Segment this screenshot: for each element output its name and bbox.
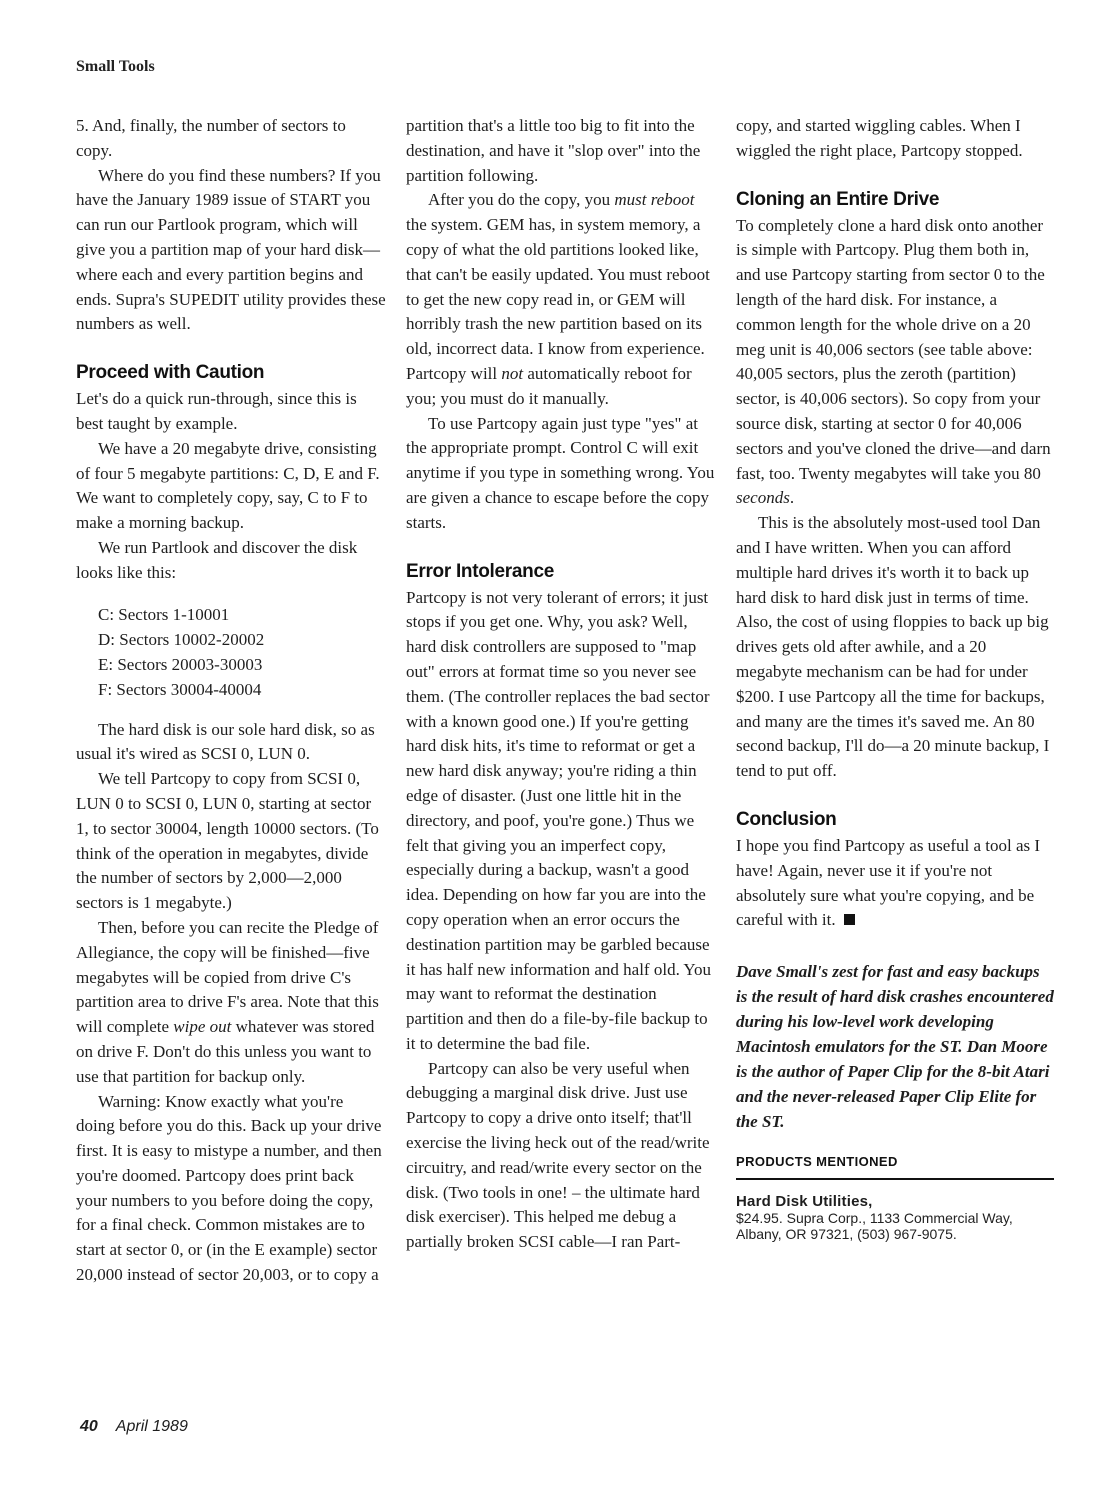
subheading-conclusion: Conclusion: [736, 808, 837, 830]
paragraph: We tell Partcopy to copy from SCSI 0, LUN 0 to SCSI 0, LUN 0, starting at sector 1, to sector 30004, length 10000 sectors. (To think of the operation in megabytes, divide the number of sectors by 2,000—2,000 sectors is 1 megabyte.): [76, 769, 379, 913]
page-number: 40: [80, 1418, 98, 1435]
column-1: [76, 114, 386, 1288]
product-details: $24.95. Supra Corp., 1133 Commercial Way, Albany, OR 97321, (503) 967-9075.: [736, 1209, 1013, 1242]
paragraph: Let's do a quick run-through, since this is best taught by example.: [76, 389, 357, 433]
sector-list: [98, 602, 386, 702]
subheading-error-intolerance: Error Intolerance: [406, 560, 555, 582]
text-run: I hope you find Partcopy as useful a tool as I have! Again, never use it if you're not absolutely sure what you're copying, and be careful with it.: [736, 835, 1041, 930]
author-bio: [736, 959, 1054, 1134]
column-2: [406, 114, 716, 1255]
sector-list-item: C: Sectors 1-10001: [98, 604, 230, 624]
paragraph: Partcopy is not very tolerant of errors; it just stops if you get one. Why, you ask? Well, hard disk controllers are supposed to "map out" errors at format time so you never see them. (The controller replaces the bad sector with a known good one.) If you're getting hard disk hits, it's time to reformat or get a new hard disk anyway; you're riding a thin edge of disaster. (Just one little hit in the directory, and poof, you're gone.) Thus we felt that giving you an imperfect copy, especially during a backup, wasn't a good idea. Depending on how far you are into the copy operation when an error occurs the destination partition may be garbled because it has half new information and half old. You may want to reformat the destination partition and then do a file-by-file backup to it to determine the bad file.: [406, 587, 712, 1053]
paragraph: To use Partcopy again just type "yes" at the appropriate prompt. Control C will exit anytime if you type in something wrong. You are given a chance to escape before the copy starts.: [406, 413, 715, 532]
paragraph: partition that's a little too big to fit into the destination, and have it "slop over" into the partition following.: [406, 116, 701, 185]
issue-date: April 1989: [115, 1418, 188, 1435]
text-run: After you do the copy, you: [428, 190, 615, 210]
subheading-cloning-an-entire-drive: Cloning an Entire Drive: [736, 188, 940, 210]
end-mark-icon: [844, 914, 855, 925]
paragraph: Partcopy can also be very useful when debugging a marginal disk drive. Just use Partcopy to copy a drive onto itself; that'll exercise the living heck out of the read/write circuitry, and read/write every sector on the disk. (Two tools in one! – the ultimate hard disk exerciser). This helped me debug a partially broken SCSI cable—I ran Part-: [406, 1058, 710, 1252]
page-footer: [80, 1418, 188, 1436]
author-bio-text: Dave Small's zest for fast and easy backups is the result of hard disk crashes encountered during his low-level work developing Macintosh emulators for the ST. Dan Moore is the author of Paper Clip for the 8-bit Atari and the never-released Paper Clip Elite for the ST.: [736, 962, 1054, 1132]
paragraph: The hard disk is our sole hard disk, so as usual it's wired as SCSI 0, LUN 0.: [76, 719, 375, 764]
paragraph: [406, 188, 716, 411]
section-label: Small Tools: [76, 58, 155, 75]
paragraph: This is the absolutely most-used tool Dan and I have written. When you can afford multiple hard drives it's worth it to back up hard disk to hard disk just in terms of time. Also, the cost of using floppies to back up big drives gets old after awhile, and a 20 megabyte mechanism can be had for under $200. I use Partcopy all the time for backups, and many are the times it's saved me. An 80 second backup, I'll do—a 20 minute backup, I tend to put off.: [736, 513, 1050, 781]
emphasis: seconds: [736, 488, 790, 508]
column-3: [736, 114, 1054, 1242]
paragraph: Warning: Know exactly what you're doing before you do this. Back up your drive first. It is easy to mistype a number, and then you're doomed. Partcopy does print back your numbers to you before doing the copy, for a final check. Common mistakes are to start at sector 0, or (in the E example) sector 20,000 instead of sector 20,003, or to copy a: [76, 1091, 382, 1285]
emphasis: not: [501, 363, 524, 383]
emphasis: must reboot: [614, 190, 695, 210]
text-run: To completely clone a hard disk onto another is simple with Partcopy. Plug them both in, and use Partcopy starting from sector 0 to the length of the hard disk. For instance, a common length for the whole drive on a 20 meg unit is 40,006 sectors (see table above: 40,005 sectors, plus the zeroth (partition) sector, is 40,006 sectors). So copy from your source disk, starting at sector 0 for 40,006 sectors and you've cloned the drive—and darn fast, too. Twenty megabytes will take you 80: [736, 215, 1051, 483]
subheading-proceed-with-caution: Proceed with Caution: [76, 362, 265, 384]
paragraph: 5. And, finally, the number of sectors to copy.: [76, 116, 346, 160]
paragraph: [736, 214, 1054, 512]
text-run: Then, before you can recite the Pledge of Allegiance, the copy will be finished—five megabytes will be copied from drive C's partition area to drive F's area. Note that this will complete: [76, 917, 379, 1037]
text-run: .: [789, 488, 795, 508]
paragraph: [736, 834, 1054, 933]
product-name: Hard Disk Utilities,: [736, 1192, 873, 1210]
sector-list-item: F: Sectors 30004-40004: [98, 679, 262, 699]
emphasis: wipe out: [173, 1017, 232, 1037]
paragraph: Where do you find these numbers? If you have the January 1989 issue of START you can run our Partlook program, which will give you a partition map of your hard disk—where each and every partition begins and ends. Supra's SUPEDIT utility provides these numbers as well.: [76, 165, 386, 334]
paragraph: copy, and started wiggling cables. When I wiggled the right place, Partcopy stopped.: [736, 116, 1023, 160]
text-run: whatever was stored on drive F. Don't do this unless you want to use that partition for backup only.: [76, 1017, 375, 1086]
products-mentioned-heading: PRODUCTS MENTIONED: [736, 1150, 1054, 1180]
paragraph: We have a 20 megabyte drive, consisting of four 5 megabyte partitions: C, D, E and F. We want to completely copy, say, C to F to make a morning backup.: [76, 438, 380, 533]
paragraph: [76, 916, 386, 1090]
paragraph: We run Partlook and discover the disk looks like this:: [76, 537, 358, 582]
sector-list-item: D: Sectors 10002-20002: [98, 629, 265, 649]
text-run: automatically reboot for you; you must do it manually.: [406, 363, 692, 408]
sector-list-item: E: Sectors 20003-30003: [98, 654, 263, 674]
text-run: the system. GEM has, in system memory, a copy of what the old partitions looked like, that can't be easily updated. You must reboot to get the new copy read in, or GEM will horribly trash the new partition based on its old, incorrect data. I know from experience. Partcopy will: [406, 215, 710, 383]
